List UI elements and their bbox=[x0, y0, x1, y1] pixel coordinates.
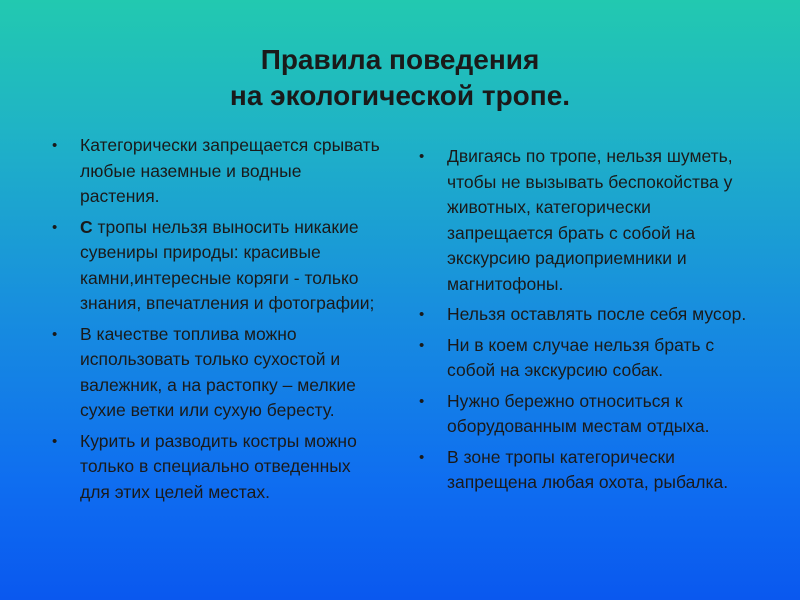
bullet-icon: • bbox=[52, 432, 58, 450]
list-item bbox=[419, 302, 759, 328]
list-item bbox=[419, 445, 759, 496]
rule-text: Двигаясь по тропе, нельзя шуметь, чтобы не вызывать беспокойства у животных, категорически запрещается брать с собой на экскурсию радиоприемники и магнитофоны. bbox=[447, 146, 733, 294]
list-item bbox=[419, 333, 759, 384]
list-item bbox=[419, 389, 759, 440]
left-rules-list bbox=[52, 133, 382, 510]
list-item bbox=[52, 322, 382, 424]
rule-text: В качестве топлива можно использовать только сухостой и валежник, а на растопку – мелкие сухие ветки или сухую бересту. bbox=[80, 323, 356, 420]
rule-text: В зоне тропы категорически запрещена любая охота, рыбалка. bbox=[447, 446, 729, 492]
title-line-2: на экологической тропе. bbox=[229, 80, 571, 111]
list-item bbox=[52, 429, 382, 506]
rule-text: Ни в коем случае нельзя брать с собой на экскурсию собак. bbox=[447, 334, 715, 380]
rule-text: тропы нельзя выносить никакие сувениры природы: красивые камни,интересные коряги - только знания, впечатления и фотографии; bbox=[80, 216, 375, 313]
bullet-icon: • bbox=[419, 392, 425, 410]
list-item bbox=[52, 215, 382, 317]
bullet-icon: • bbox=[419, 336, 425, 354]
bullet-icon: • bbox=[52, 325, 58, 343]
list-item bbox=[419, 144, 759, 297]
rule-text: Курить и разводить костры можно только в специально отведенных для этих целей местах. bbox=[80, 430, 357, 502]
rule-text: Категорически запрещается срывать любые наземные и водные растения. bbox=[80, 135, 380, 206]
bullet-icon: • bbox=[419, 448, 425, 466]
bullet-icon: • bbox=[419, 306, 425, 323]
right-rules-list bbox=[419, 144, 759, 501]
list-item bbox=[52, 133, 382, 210]
rule-bold-prefix: С bbox=[80, 216, 93, 237]
rule-text: Нужно бережно относиться к оборудованным местам отдыха. bbox=[447, 390, 710, 436]
rule-text: Нельзя оставлять после себя мусор. bbox=[447, 304, 747, 324]
bullet-icon: • bbox=[52, 137, 58, 154]
title-line-1: Правила поведения bbox=[260, 44, 540, 75]
slide-title bbox=[0, 42, 800, 114]
bullet-icon: • bbox=[419, 148, 425, 165]
bullet-icon: • bbox=[52, 218, 58, 236]
